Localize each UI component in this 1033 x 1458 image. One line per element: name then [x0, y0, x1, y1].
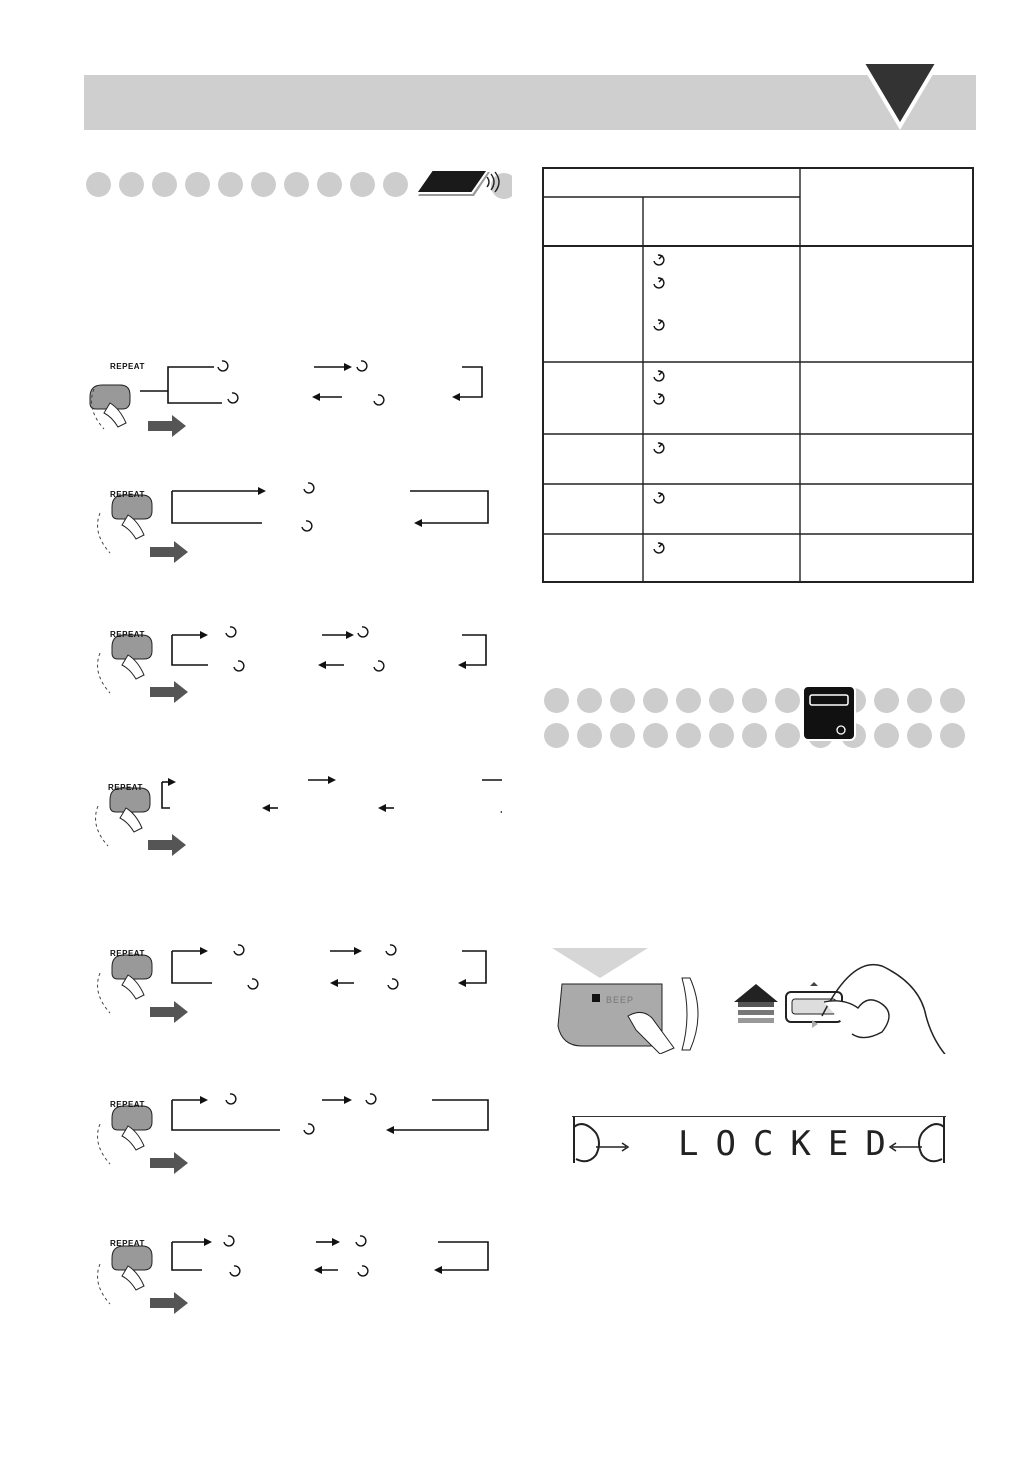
- repeat-mode-table: [542, 167, 974, 583]
- tray-lock-title-dots: [544, 723, 965, 748]
- repeat-diagram: [82, 1088, 502, 1178]
- repeat-button-label[interactable]: REPEAT: [110, 490, 145, 499]
- repeat-diagram: [82, 355, 502, 445]
- repeat-button-label[interactable]: REPEAT: [110, 1239, 145, 1248]
- lcd-locked-text: LOCKED: [678, 1124, 903, 1164]
- tray-lock-title-dots: [544, 688, 965, 713]
- beep-label: BEEP: [606, 995, 635, 1005]
- repeat-button-label[interactable]: REPEAT: [110, 949, 145, 958]
- repeat-diagram: [82, 475, 502, 565]
- repeat-button-label[interactable]: REPEAT: [108, 783, 143, 792]
- repeat-button-label[interactable]: REPEAT: [110, 362, 145, 371]
- repeat-diagram: [82, 937, 502, 1027]
- unit-button-icon: [801, 684, 857, 742]
- repeat-button-label[interactable]: REPEAT: [110, 630, 145, 639]
- repeat-diagram: [82, 617, 502, 707]
- repeat-diagram: [82, 770, 502, 860]
- repeat-icon: [654, 255, 664, 553]
- repeat-button-label[interactable]: REPEAT: [110, 1100, 145, 1109]
- remote-button-icon: [412, 166, 512, 206]
- repeat-diagram: [82, 1228, 502, 1318]
- section-title-dots: [86, 172, 408, 197]
- section-header-bar: [84, 75, 976, 130]
- triangle-down-icon: [860, 60, 940, 130]
